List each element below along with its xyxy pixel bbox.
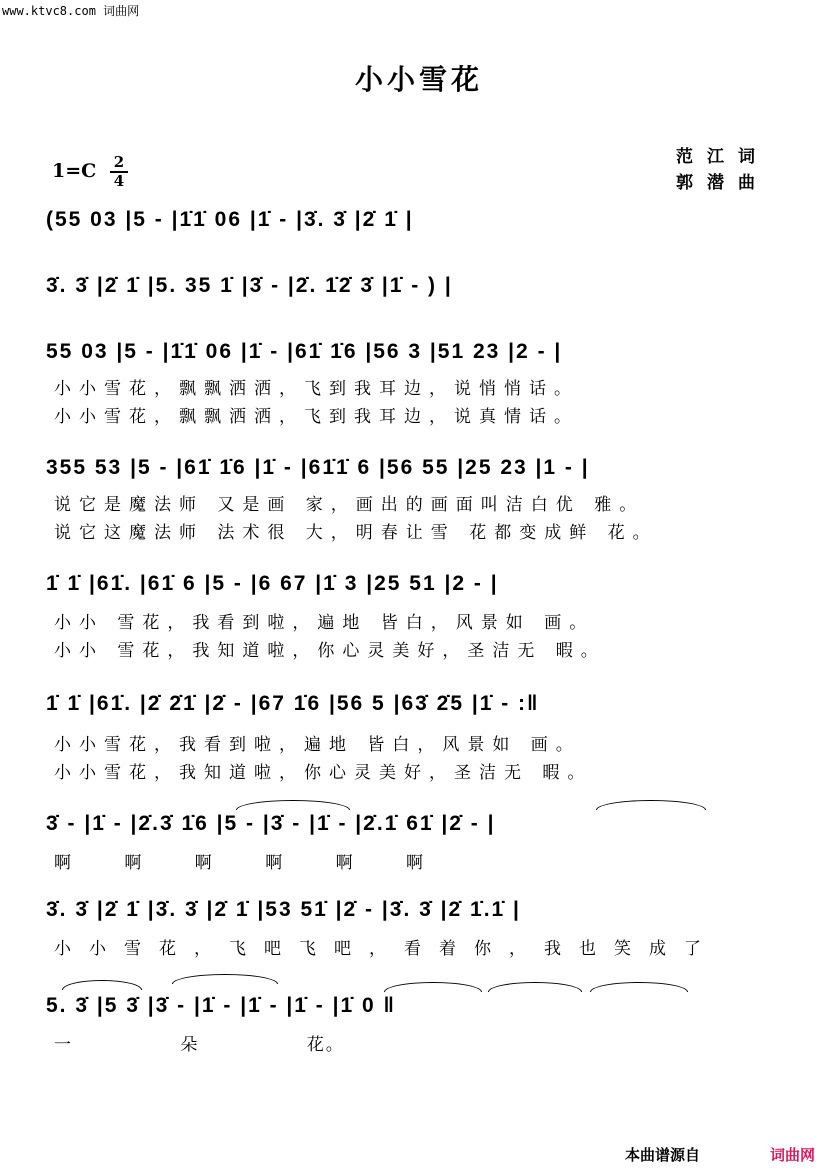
lyric-line: 说它是魔法师 又是画 家，画出的画面叫洁白优 雅。: [54, 495, 645, 515]
notation-row: 3̇. 3̇ |2̇ 1̇ |3̇. 3̇ |2̇ 1̇ |53 51̇ |2̇ - |3̇. 3̇ |2̇ 1̇.1̇ |: [46, 898, 521, 921]
notation-row: 3̇ - |1̇ - |2̇.3̇ 1̇6 |5 - |3̇ - |1̇ - |2̇.1̇ 61̇ |2̇ - |: [46, 812, 496, 835]
time-signature: [110, 154, 128, 190]
key-signature: 1=C: [52, 160, 97, 182]
notation-row: 5. 3̇ |5 3̇ |3̇ - |1̇ - |1̇ - |1̇ - |1̇ 0 ‖: [46, 994, 396, 1017]
notation-row: 1̇ 1̇ |61̇. |2̇ 2̇1̇ |2̇ - |67 1̇6 |56 5 |63̇ 2̇5 |1̇ - :‖: [46, 692, 540, 715]
lyric-line: 小小雪花，飘飘洒洒，飞到我耳边，说真情话。: [54, 407, 579, 427]
lyricist-credit: 范江词: [676, 147, 769, 167]
lyric-line: 小小雪花，我看到啦，遍地 皆白，风景如 画。: [54, 735, 581, 755]
lyric-line: 小小雪花，飞吧飞吧，看着你，我也笑成了: [54, 939, 719, 959]
notation-row: 1̇ 1̇ |61̇. |61̇ 6 |5 - |6 67 |1̇ 3 |25 51 |2 - |: [46, 572, 499, 595]
song-title: 小小雪花: [354, 63, 483, 96]
tie: [590, 982, 688, 992]
slur: [596, 800, 706, 810]
slur: [172, 974, 278, 984]
lyric-line: 小小雪花，我知道啦，你心灵美好，圣洁无 暇。: [54, 763, 593, 783]
lyric-line: 说它这魔法师 法术很 大，明春让雪 花都变成鲜 花。: [54, 523, 658, 543]
lyric-line: 小小 雪花，我看到啦，遍地 皆白，风景如 画。: [54, 613, 595, 633]
lyric-line: 啊 啊 啊 啊 啊 啊: [54, 853, 426, 873]
tie: [488, 982, 582, 992]
notation-row: 55 03 |5 - |1̇1̇ 06 |1̇ - |61̇ 1̇6 |56 3 |51 23 |2 - |: [46, 340, 563, 363]
composer-credit: 郭潜曲: [676, 173, 769, 193]
slur: [62, 980, 142, 990]
site-label: www.ktvc8.com 词曲网: [2, 4, 140, 18]
footer-logo[interactable]: 词曲网: [770, 1146, 816, 1164]
slur: [236, 800, 350, 810]
lyric-line: 小小 雪花，我知道啦，你心灵美好，圣洁无 暇。: [54, 641, 606, 661]
time-signature-bottom: 4: [113, 172, 125, 190]
lyric-line: 小小雪花，飘飘洒洒，飞到我耳边，说悄悄话。: [54, 379, 579, 399]
tie: [384, 982, 482, 992]
notation-row: (55 03 |5 - |1̇1̇ 06 |1̇ - |3̇. 3̇ |2̇ 1̇ |: [46, 208, 414, 231]
notation-row: 355 53 |5 - |61̇ 1̇6 |1̇ - |61̇1̇ 6 |56 55 |25 23 |1 - |: [46, 456, 590, 479]
lyric-line: 一 朵 花。: [54, 1035, 345, 1055]
footer-source: 本曲谱源自: [625, 1146, 701, 1164]
time-signature-top: 2: [110, 154, 128, 173]
notation-row: 3̇. 3̇ |2̇ 1̇ |5. 35 1̇ |3̇ - |2̇. 1̇2̇ 3̇ |1̇ - ) |: [46, 274, 453, 297]
